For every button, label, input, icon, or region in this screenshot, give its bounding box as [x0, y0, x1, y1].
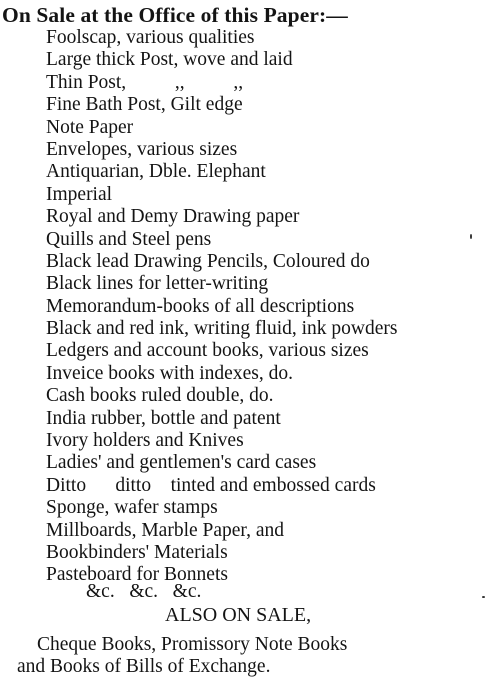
ad-heading: On Sale at the Office of this Paper:—: [2, 3, 348, 27]
etc-line: &c. &c. &c.: [86, 581, 202, 602]
list-item: Black and red ink, writing fluid, ink powders: [46, 318, 398, 340]
item-list: [46, 27, 397, 587]
list-item: Millboards, Marble Paper, and: [46, 519, 285, 541]
list-item: Black lines for letter-writing: [46, 273, 269, 295]
list-item: Inveice books with indexes, do.: [46, 362, 293, 384]
footer-line-2: and Books of Bills of Exchange.: [17, 656, 271, 677]
list-item: Bookbinders' Materials: [46, 541, 228, 563]
print-speck: [482, 596, 485, 598]
list-item: Foolscap, various qualities: [46, 27, 255, 48]
list-item: Ledgers and account books, various sizes: [46, 340, 369, 362]
list-item: Note Paper: [46, 116, 134, 138]
list-item: Imperial: [46, 183, 113, 205]
list-item: Envelopes, various sizes: [46, 138, 238, 160]
list-item: Fine Bath Post, Gilt edge: [46, 94, 243, 116]
list-item: Ivory holders and Knives: [46, 430, 244, 452]
list-item: Cash books ruled double, do.: [46, 385, 274, 407]
list-item: Large thick Post, wove and laid: [46, 49, 293, 71]
list-item: Ladies' and gentlemen's card cases: [46, 452, 317, 474]
list-item: Royal and Demy Drawing paper: [46, 206, 300, 228]
list-item: Memorandum-books of all descriptions: [46, 295, 355, 317]
list-item: Ditto ditto tinted and embossed cards: [46, 474, 376, 496]
list-item: Quills and Steel pens: [46, 228, 212, 250]
list-item: Sponge, wafer stamps: [46, 497, 218, 519]
list-item: Antiquarian, Dble. Elephant: [46, 161, 266, 183]
list-item: Black lead Drawing Pencils, Coloured do: [46, 250, 370, 272]
print-speck: [470, 234, 472, 239]
also-on-sale-heading: ALSO ON SALE,: [165, 604, 312, 626]
list-item: India rubber, bottle and patent: [46, 407, 281, 429]
list-item: Pasteboard for Bonnets: [46, 564, 228, 586]
list-item: Thin Post, ,, ,,: [46, 71, 244, 93]
footer-line-1: Cheque Books, Promissory Note Books: [37, 634, 348, 655]
